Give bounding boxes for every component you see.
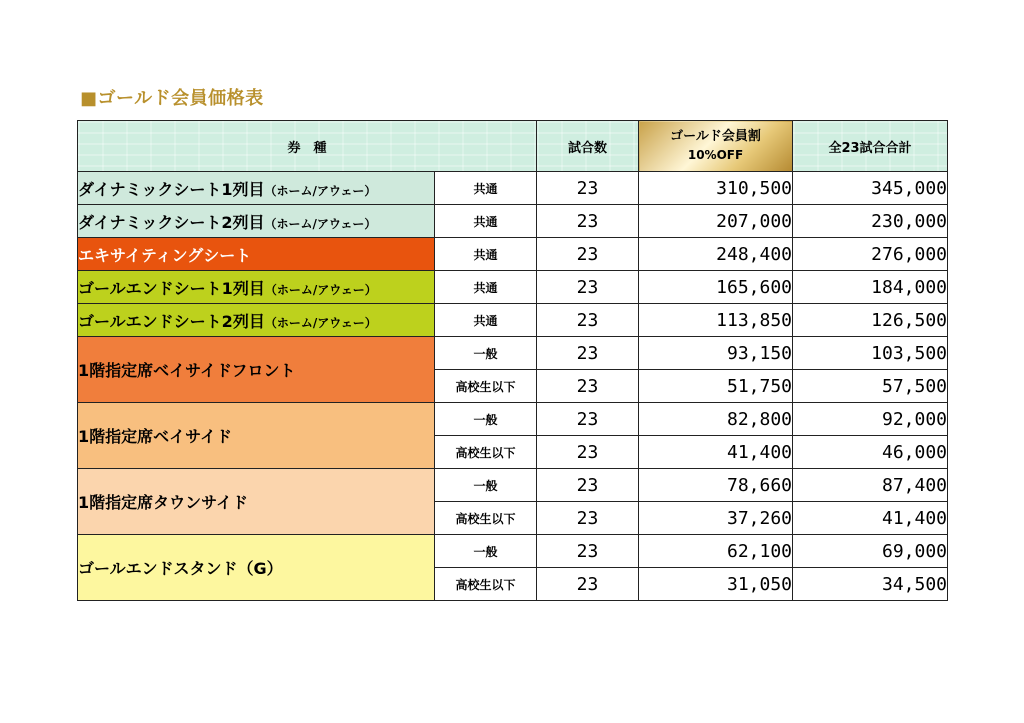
header-row: [78, 121, 948, 172]
games-count: 23: [537, 502, 639, 535]
gold-price: 62,100: [639, 535, 793, 568]
total-price: 103,500: [793, 337, 948, 370]
table-row: [78, 238, 948, 271]
total-price: 57,500: [793, 370, 948, 403]
games-count: 23: [537, 370, 639, 403]
ticket-kind: 高校生以下: [435, 568, 537, 601]
gold-price: 310,500: [639, 172, 793, 205]
gold-price: 248,400: [639, 238, 793, 271]
total-price: 230,000: [793, 205, 948, 238]
seat-name: ゴールエンドシート2列目（ホーム/アウェー）: [78, 304, 435, 337]
ticket-kind: 一般: [435, 535, 537, 568]
total-price: 34,500: [793, 568, 948, 601]
seat-name: ダイナミックシート1列目（ホーム/アウェー）: [78, 172, 435, 205]
ticket-kind: 一般: [435, 403, 537, 436]
gold-price: 78,660: [639, 469, 793, 502]
ticket-kind: 高校生以下: [435, 370, 537, 403]
header-gold-line2: 10%OFF: [687, 148, 744, 162]
header-total: 全23試合合計: [793, 121, 948, 172]
gold-price: 113,850: [639, 304, 793, 337]
ticket-kind: 一般: [435, 337, 537, 370]
total-price: 184,000: [793, 271, 948, 304]
seat-name: 1階指定席ベイサイド: [78, 403, 435, 469]
ticket-kind: 共通: [435, 271, 537, 304]
table-row: [78, 403, 948, 436]
ticket-kind: 共通: [435, 238, 537, 271]
gold-price: 51,750: [639, 370, 793, 403]
ticket-kind: 高校生以下: [435, 502, 537, 535]
seat-name: ダイナミックシート2列目（ホーム/アウェー）: [78, 205, 435, 238]
seat-name: エキサイティングシート: [78, 238, 435, 271]
table-row: [78, 469, 948, 502]
total-price: 87,400: [793, 469, 948, 502]
ticket-kind: 高校生以下: [435, 436, 537, 469]
games-count: 23: [537, 535, 639, 568]
total-price: 126,500: [793, 304, 948, 337]
table-row: [78, 535, 948, 568]
total-price: 69,000: [793, 535, 948, 568]
header-ticket-type: 券 種: [78, 121, 537, 172]
games-count: 23: [537, 172, 639, 205]
seat-name: 1階指定席タウンサイド: [78, 469, 435, 535]
games-count: 23: [537, 568, 639, 601]
games-count: 23: [537, 205, 639, 238]
header-gold-line1: ゴールド会員割: [670, 129, 761, 144]
gold-price: 93,150: [639, 337, 793, 370]
ticket-kind: 共通: [435, 172, 537, 205]
games-count: 23: [537, 238, 639, 271]
seat-name: ゴールエンドスタンド（G）: [78, 535, 435, 601]
gold-price: 82,800: [639, 403, 793, 436]
seat-name: 1階指定席ベイサイドフロント: [78, 337, 435, 403]
seat-name: ゴールエンドシート1列目（ホーム/アウェー）: [78, 271, 435, 304]
header-games: 試合数: [537, 121, 639, 172]
total-price: 276,000: [793, 238, 948, 271]
games-count: 23: [537, 469, 639, 502]
gold-price: 207,000: [639, 205, 793, 238]
page-title: ■ゴールド会員価格表: [80, 88, 264, 109]
total-price: 46,000: [793, 436, 948, 469]
table-row: [78, 271, 948, 304]
gold-price: 41,400: [639, 436, 793, 469]
header-gold-discount: [639, 121, 793, 172]
price-table: [77, 120, 948, 601]
gold-price: 165,600: [639, 271, 793, 304]
table-row: [78, 304, 948, 337]
table-row: [78, 172, 948, 205]
total-price: 41,400: [793, 502, 948, 535]
games-count: 23: [537, 403, 639, 436]
gold-price: 37,260: [639, 502, 793, 535]
ticket-kind: 共通: [435, 205, 537, 238]
table-row: [78, 337, 948, 370]
total-price: 345,000: [793, 172, 948, 205]
games-count: 23: [537, 436, 639, 469]
games-count: 23: [537, 271, 639, 304]
table-row: [78, 205, 948, 238]
total-price: 92,000: [793, 403, 948, 436]
ticket-kind: 共通: [435, 304, 537, 337]
ticket-kind: 一般: [435, 469, 537, 502]
games-count: 23: [537, 337, 639, 370]
games-count: 23: [537, 304, 639, 337]
gold-price: 31,050: [639, 568, 793, 601]
